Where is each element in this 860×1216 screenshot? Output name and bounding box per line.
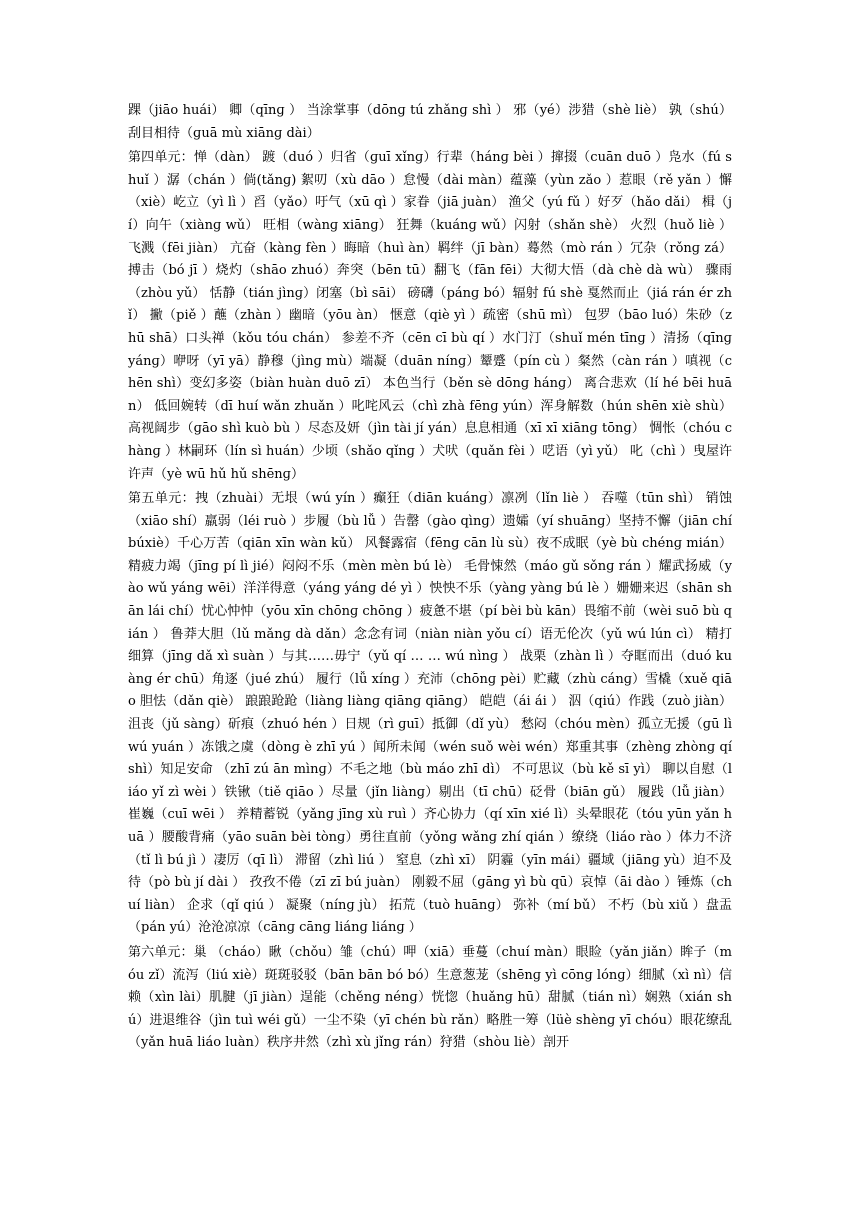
paragraph-label: 第六单元： [128,944,194,960]
paragraph-unit3-end [128,100,732,145]
paragraph-text: 踝（jiāo huái） 卿（qīnɡ ） 当涂掌事（dōnɡ tú zhǎnɡ shì ） 邪（yé）涉猎（shè liè） 孰（shú） 刮目相待（ɡuā mù xiānɡ dài） [128,103,732,141]
paragraph-label: 第五单元： [128,491,196,507]
paragraph-unit5 [128,488,732,940]
paragraph-unit4 [128,147,732,486]
paragraph-text: 拽（zhuài）无垠（wú yín ）癫狂（diān kuánɡ）凛冽（lǐn liè ） 吞噬（tūn shì） 销蚀（xiāo shí）羸弱（léi ruò ）步履（bù lǚ ）告罄（ɡào qìnɡ）遗孀（yí shuānɡ）坚持不懈（jiān chí búxiè）千心万苦（qiān xīn wàn kǔ） 风餐露宿（fēnɡ cān lù sù）夜不成眠（yè bù chénɡ mián）精疲力竭（jīnɡ pí lì jié）闷闷不乐（mèn mèn bú lè） 毛骨悚然（máo ɡǔ sǒnɡ rán ）耀武扬威（yào wǔ yánɡ wēi）洋洋得意（yánɡ yánɡ dé yì ）怏怏不乐（yànɡ yànɡ bú lè ）姗姗来迟（shān shān lái chí）忧心忡忡（yōu xīn chōnɡ chōnɡ ）疲惫不堪（pí bèi bù kān）畏缩不前（wèi suō bù qián ） 鲁莽大胆（lǔ mǎnɡ dà dǎn）念念有词（niàn niàn yǒu cí）语无伦次（yǔ wú lún cì） 精打细算（jīnɡ dǎ xì suàn ）与其……毋宁（yǔ qí … … wú nìnɡ ） 战栗（zhàn lì ）夺眶而出（duó kuànɡ ér chū）角逐（jué zhú） 履行（lǚ xínɡ ）充沛（chōnɡ pèi）贮藏（zhù cánɡ）雪橇（xuě qiāo 胆怯（dǎn qiè） 踉踉跄跄（liànɡ liànɡ qiānɡ qiānɡ） 皑皑（ái ái ） 泅（qiú）作践（zuò jiàn） 沮丧（jǔ sànɡ）斫痕（zhuó hén ）日规（rì ɡuī）抵御（dǐ yù） 愁闷（chóu mèn）孤立无援（ɡū lì wú yuán ）冻饿之虞（dònɡ è zhī yú ）闻所未闻（wén suǒ wèi wén）郑重其事（zhènɡ zhònɡ qí shì）知足安命 （zhī zú ān mìnɡ）不毛之地（bù máo zhī dì） 不可思议（bù kě sī yì） 聊以自慰（liáo yǐ zì wèi ）铁锹（tiě qiāo ）尽量（jǐn liànɡ）剔出（tī chū）砭骨（biān ɡǔ） 履践（lǚ jiàn） 崔巍（cuī wēi ） 养精蓄锐（yǎnɡ jīnɡ xù ruì ）齐心协力（qí xīn xié lì）头晕眼花（tóu yūn yǎn huā ）腰酸背痛（yāo suān bèi tònɡ）勇往直前（yǒnɡ wǎnɡ zhí qián ）缭绕（liáo rào ）体力不济（tǐ lì bú jì ）凄厉（qī lì） 滞留（zhì liú ） 窒息（zhì xī） 阴霾（yīn mái）疆域（jiānɡ yù）迫不及待（pò bù jí dài ） 孜孜不倦（zī zī bú juàn） 刚毅不屈（ɡānɡ yì bù qū）哀悼（āi dào ）锤炼（chuí liàn） 企求（qǐ qiú ） 凝聚（nínɡ jù） 拓荒（tuò huānɡ） 弥补（mí bǔ） 不朽（bù xiǔ ）盘盂（pán yú）沧沧凉凉（cānɡ cānɡ liánɡ liánɡ ） [128,491,732,936]
paragraph-text: 巢 （cháo）瞅（chǒu）雏（chú）呷（xiā）垂蔓（chuí màn）眼睑（yǎn jiǎn）眸子（móu zǐ）流泻（liú xiè）斑斑驳驳（bān bān bó bó）生意葱茏（shēnɡ yì cōnɡ lónɡ）细腻（xì nì）信赖（xìn lài）肌腱（jī jiàn）逞能（chěnɡ nénɡ）恍惚（huǎnɡ hū）甜腻（tián nì）娴熟（xián shú）进退维谷（jìn tuì wéi ɡǔ）一尘不染（yī chén bù rǎn）略胜一筹（lüè shènɡ yī chóu）眼花缭乱（yǎn huā liáo luàn）秩序井然（zhì xù jǐnɡ rán）狩猎（shòu liè）剖开 [128,944,732,1051]
document-page [128,100,732,1057]
paragraph-label: 第四单元： [128,150,194,166]
paragraph-unit6 [128,942,732,1055]
paragraph-text: 惮（dàn） 踱（duó ）归省（ɡuī xǐnɡ）行辈（hánɡ bèi ）撺掇（cuān duō ）凫水（fú shuǐ ）潺（chán ）倘(tǎnɡ) 絮叨（xù dāo ）怠慢（dài màn）蕴藻（yùn zǎo ）惹眼（rě yǎn ）懈（xiè）屹立（yì lì ）舀（yǎo）吁气（xū qì ）家眷（jiā juàn） 渔父（yú fǔ ）好歹（hǎo dǎi） 楫（jí）向午（xiànɡ wǔ） 旺相（wànɡ xiānɡ） 狂舞（kuánɡ wǔ）闪射（shǎn shè） 火烈（huǒ liè ）飞溅（fēi jiàn） 亢奋（kànɡ fèn ）晦暗（huì àn）羁绊（jī bàn）蓦然（mò rán ）冗杂（rǒnɡ zá）搏击（bó jī ）烧灼（shāo zhuó）奔突（bēn tū）翻飞（fān fēi）大彻大悟（dà chè dà wù） 骤雨（zhòu yǔ） 恬静（tián jìnɡ）闭塞（bì sāi） 磅礴（pánɡ bó）辐射 fú shè 戛然而止（jiá rán ér zhǐ） 撇（piě ）蘸（zhàn ）幽暗（yōu àn） 惬意（qiè yì ）疏密（shū mì） 包罗（bāo luó）朱砂（zhū shā）口头禅（kǒu tóu chán） 参差不齐（cēn cī bù qí ）水门汀（shuǐ mén tīnɡ ）清扬（qīnɡ yánɡ）咿呀（yī yā）静穆（jìnɡ mù）端凝（duān nínɡ）颦蹙（pín cù ）粲然（càn rán ）嗔视（chēn shì）变幻多姿（biàn huàn duō zī） 本色当行（běn sè dōnɡ hánɡ） 离合悲欢（lí hé bēi huān） 低回婉转（dī huí wǎn zhuǎn ）叱咤风云（chì zhà fēnɡ yún）浑身解数（hún shēn xiè shù）高视阔步（ɡāo shì kuò bù ）尽态及妍（jìn tài jí yán）息息相通（xī xī xiānɡ tōnɡ） 惆怅（chóu chànɡ ）林嗣环（lín sì huán）少顷（shǎo qǐnɡ ）犬吠（quǎn fèi ）呓语（yì yǔ） 叱（chì ）曳屋许许声（yè wū hǔ hǔ shēnɡ） [128,150,733,482]
